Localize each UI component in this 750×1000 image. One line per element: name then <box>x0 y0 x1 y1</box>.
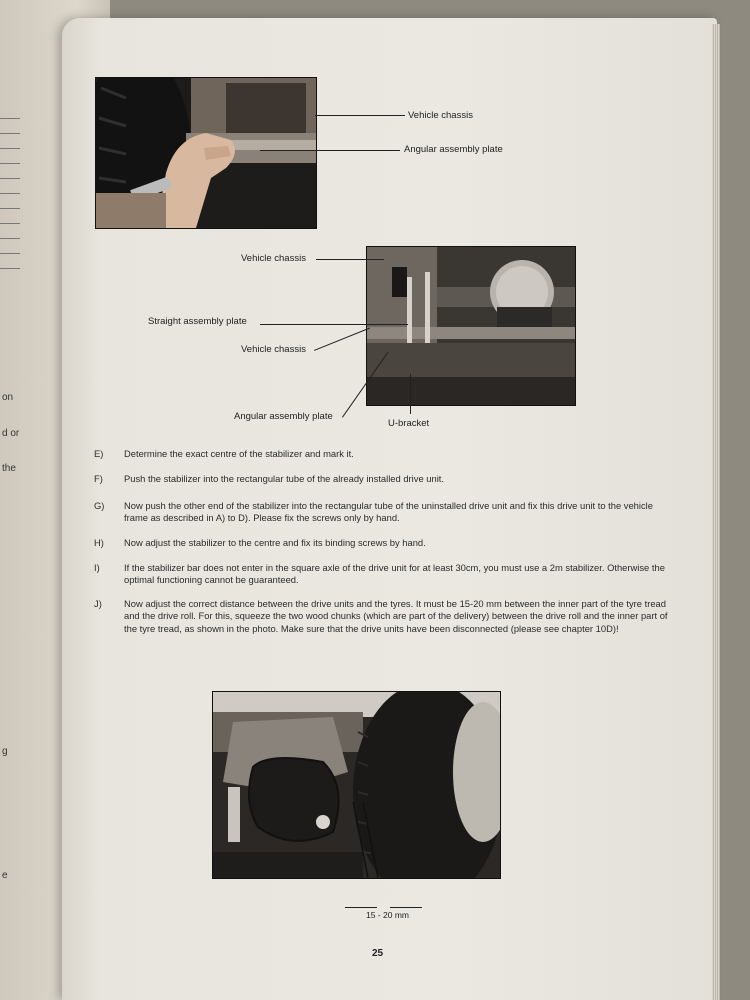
label-angular-assembly-plate: Angular assembly plate <box>404 144 503 155</box>
left-fragment: g <box>2 746 8 757</box>
left-fragment: e <box>2 870 8 881</box>
photo-stabilizer-assembly <box>366 246 576 406</box>
label-vehicle-chassis: Vehicle chassis <box>408 110 473 121</box>
dimension-arrow <box>390 907 422 908</box>
label-angular-assembly-plate-2: Angular assembly plate <box>234 411 333 422</box>
left-fragment: d or <box>2 428 20 439</box>
left-fragment: the <box>2 463 16 474</box>
page-stack-edge <box>712 24 720 1000</box>
text-rule <box>0 178 20 179</box>
text-rule <box>0 118 20 119</box>
text-rule <box>0 193 20 194</box>
text-rule <box>0 268 20 269</box>
leader-line <box>260 150 400 151</box>
step-letter: G) <box>94 500 105 511</box>
text-rule <box>0 208 20 209</box>
text-rule <box>0 148 20 149</box>
step-letter: E) <box>94 448 104 459</box>
text-rule <box>0 133 20 134</box>
label-u-bracket: U-bracket <box>388 418 430 429</box>
step-text: Now push the other end of the stabilizer into the rectangular tube of the uninstalled drive unit and fix this drive unit to the vehicle frame as described in A) to D). Please fix the screws only by hand. <box>124 500 653 524</box>
step-text: If the stabilizer bar does not enter in the square axle of the drive unit for at least 30cm, you must use a 2m stabilizer. Otherwise the optimal functioning cannot be guaranteed. <box>124 562 665 586</box>
left-fragment: on <box>2 392 14 403</box>
step-text: Now adjust the correct distance between the drive units and the tyres. It must be 15-20 mm between the inner part of the tyre tread and the drive roll. For this, squeeze the two wood chunks (which are part of the delivery) between the drive roll and the inner part of the tyre tread, as shown in the photo. Make sure that the drive units have been disconnected (please see chapter 10D)! <box>124 598 668 634</box>
page-number: 25 <box>372 948 384 959</box>
step-text: Push the stabilizer into the rectangular tube of the already installed drive unit. <box>124 473 444 484</box>
step-letter: J) <box>94 598 102 609</box>
label-straight-assembly-plate: Straight assembly plate <box>148 316 247 327</box>
step-text: Determine the exact centre of the stabilizer and mark it. <box>124 448 354 459</box>
step-text: Now adjust the stabilizer to the centre and fix its binding screws by hand. <box>124 537 426 548</box>
step-letter: I) <box>94 562 100 573</box>
leader-line <box>410 374 411 414</box>
step-letter: H) <box>94 537 104 548</box>
text-rule <box>0 238 20 239</box>
dimension-label: 15 - 20 mm <box>366 910 409 920</box>
text-rule <box>0 223 20 224</box>
label-vehicle-chassis-mid: Vehicle chassis <box>241 344 306 355</box>
label-vehicle-chassis-top: Vehicle chassis <box>241 253 306 264</box>
text-rule <box>0 163 20 164</box>
text-rule <box>0 253 20 254</box>
dimension-arrow <box>345 907 377 908</box>
photo-drive-roll-tyre <box>212 691 501 879</box>
photo-chassis-plate <box>95 77 317 229</box>
leader-line <box>260 324 408 325</box>
leader-line <box>316 259 384 260</box>
step-letter: F) <box>94 473 103 484</box>
leader-line <box>315 115 405 116</box>
